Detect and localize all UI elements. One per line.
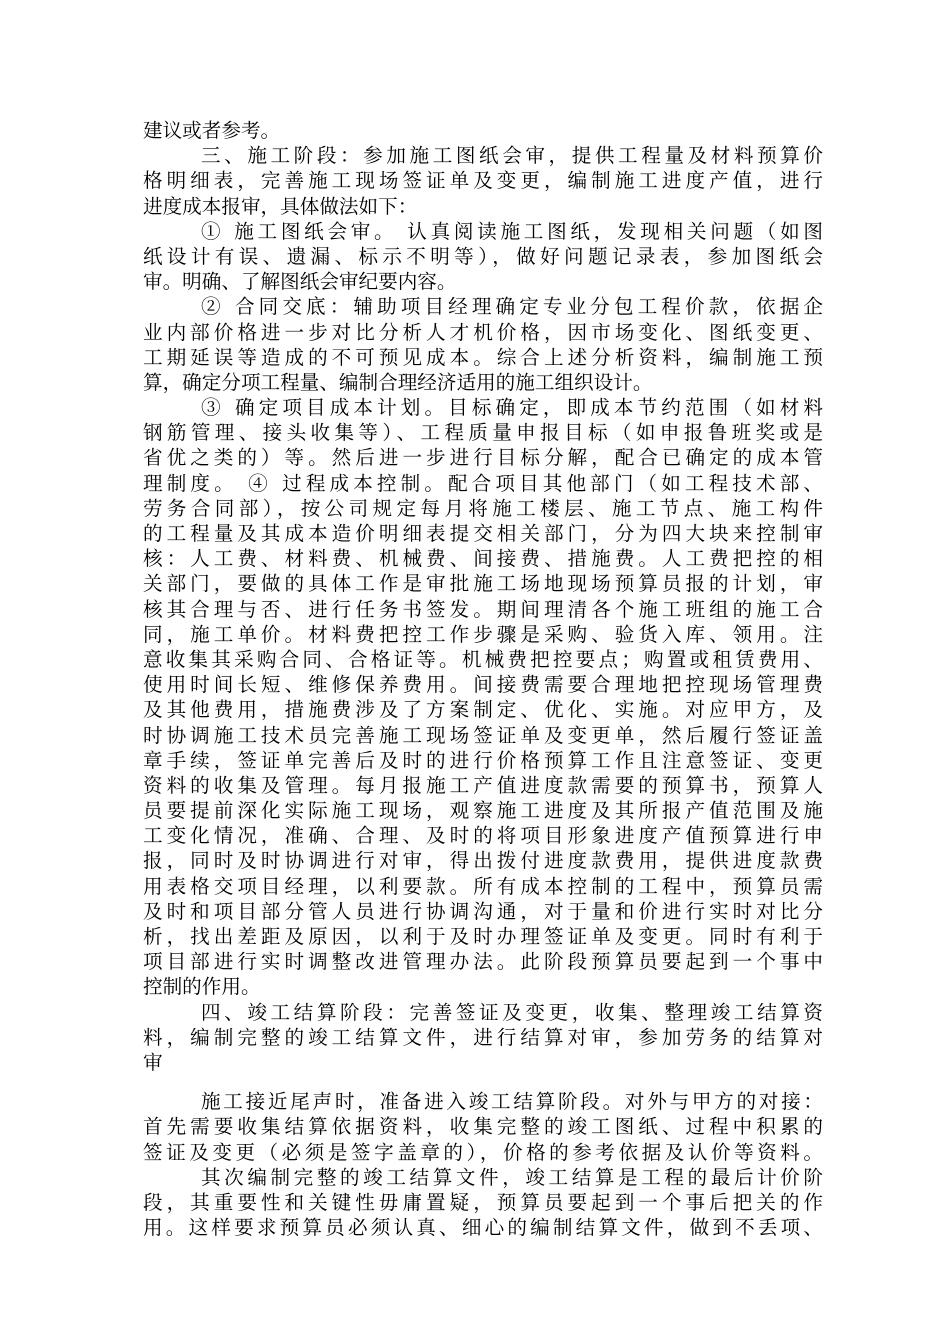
text-line: 施工接近尾声时，准备进入竣工结算阶段。对外与甲方的对接： xyxy=(201,1090,823,1114)
text-line: 纸设计有误、遗漏、标示不明等），做好问题记录表，参加图纸会 xyxy=(143,244,823,268)
text-line: 劳务合同部），按公司规定每月将施工楼层、施工节点、施工构件 xyxy=(143,496,823,520)
document-body xyxy=(143,118,823,1240)
text-line: 理制度。 ④ 过程成本控制。配合项目其他部门（如工程技术部、 xyxy=(143,471,823,495)
text-line: 四、竣工结算阶段：完善签证及变更，收集、整理竣工结算资 xyxy=(201,1000,823,1024)
text-line: 三、施工阶段：参加施工图纸会审，提供工程量及材料预算价 xyxy=(201,144,823,168)
text-line: 同，施工单价。材料费把控工作步骤是采购、验货入库、领用。注 xyxy=(143,622,823,646)
text-line: 钢筋管理、接头收集等）、工程质量申报目标（如申报鲁班奖或是 xyxy=(143,421,823,445)
text-line: 审 xyxy=(143,1050,163,1074)
text-line: ③ 确定项目成本计划。目标确定，即成本节约范围（如材料 xyxy=(201,396,823,420)
paragraph-gap xyxy=(143,1075,823,1089)
text-line: 时协调施工技术员完善施工现场签证单及变更单，然后履行签证盖 xyxy=(143,723,823,747)
text-line: ② 合同交底：辅助项目经理确定专业分包工程价款，依据企 xyxy=(201,295,823,319)
text-line: 报，同时及时协调进行对审，得出拨付进度款费用，提供进度款费 xyxy=(143,849,823,873)
text-line: 核：人工费、材料费、机械费、间接费、措施费。人工费把控的相 xyxy=(143,547,823,571)
text-line: 项目部进行实时调整改进管理办法。此阶段预算员要起到一个事中 xyxy=(143,950,823,974)
text-line: 及其他费用，措施费涉及了方案制定、优化、实施。对应甲方，及 xyxy=(143,698,823,722)
text-line: 的工程量及其成本造价明细表提交相关部门，分为四大块来控制审 xyxy=(143,522,823,545)
text-line: 意收集其采购合同、合格证等。机械费把控要点；购置或租赁费用、 xyxy=(143,647,823,671)
text-line: 省优之类的）等。然后进一步进行目标分解，配合已确定的成本管 xyxy=(143,446,823,470)
text-line: 关部门，要做的具体工作是审批施工场地现场预算员报的计划，审 xyxy=(143,572,823,596)
text-line: 建议或者参考。 xyxy=(143,119,281,142)
text-line: 段，其重要性和关键性毋庸置疑，预算员要起到一个事后把关的作 xyxy=(143,1190,823,1214)
text-line: 格明细表，完善施工现场签证单及变更，编制施工进度产值，进行 xyxy=(143,169,823,193)
text-line: 用表格交项目经理，以利要款。所有成本控制的工程中，预算员需 xyxy=(143,874,823,898)
text-line: 用。这样要求预算员必须认真、细心的编制结算文件，做到不丢项、 xyxy=(143,1216,823,1240)
text-line: ① 施工图纸会审。 认真阅读施工图纸，发现相关问题（如图 xyxy=(201,219,823,243)
text-line: 员要提前深化实际施工现场，观察施工进度及其所报产值范围及施 xyxy=(143,799,823,823)
text-line: 使用时间长短、维修保养费用。间接费需要合理地把控现场管理费 xyxy=(143,673,823,697)
text-line: 章手续，签证单完善后及时的进行价格预算工作且注意签证、变更 xyxy=(143,748,823,772)
text-line: 首先需要收集结算依据资料，收集完整的竣工图纸、过程中积累的 xyxy=(143,1115,823,1139)
text-line: 工期延误等造成的不可预见成本。综合上述分析资料，编制施工预 xyxy=(143,345,823,369)
text-line: 及时和项目部分管人员进行协调沟通，对于量和价进行实时对比分 xyxy=(143,899,823,923)
text-line: 工变化情况，准确、合理、及时的将项目形象进度产值预算进行申 xyxy=(143,824,823,848)
text-line: 析，找出差距及原因，以利于及时办理签证单及变更。同时有利于 xyxy=(143,925,823,948)
text-line: 控制的作用。 xyxy=(143,975,261,999)
text-line: 签证及变更（必须是签字盖章的），价格的参考依据及认价等资料。 xyxy=(143,1140,823,1164)
text-line: 料，编制完整的竣工结算文件，进行结算对审，参加劳务的结算对 xyxy=(143,1025,823,1049)
text-line: 核其合理与否、进行任务书签发。期间理清各个施工班组的施工合 xyxy=(143,597,823,621)
text-line: 算，确定分项工程量、编制合理经济适用的施工组织设计。 xyxy=(143,370,653,394)
text-line: 其次编制完整的竣工结算文件，竣工结算是工程的最后计价阶 xyxy=(201,1165,823,1189)
text-line: 业内部价格进一步对比分析人才机价格，因市场变化、图纸变更、 xyxy=(143,320,823,344)
text-line: 进度成本报审，具体做法如下： xyxy=(143,194,418,218)
text-line: 资料的收集及管理。每月报施工产值进度款需要的预算书，预算人 xyxy=(143,773,823,797)
text-line: 审。明确、了解图纸会审纪要内容。 xyxy=(143,270,457,294)
